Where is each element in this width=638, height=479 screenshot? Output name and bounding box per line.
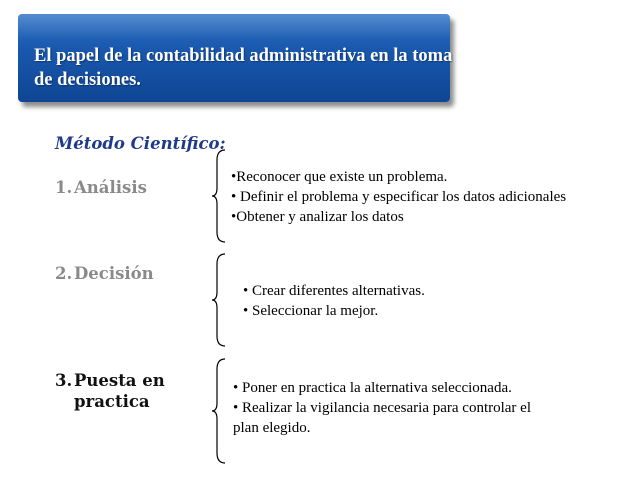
method-heading: Método Científico: <box>55 134 226 153</box>
bullets-puesta-en-practica <box>233 378 531 438</box>
step-number: 1. <box>55 178 73 197</box>
step-number: 2. <box>55 264 73 283</box>
step-decision <box>55 263 154 284</box>
bullets-analisis <box>231 167 566 227</box>
bullet-item: • Seleccionar la mejor. <box>243 303 379 319</box>
step-label: Análisis <box>74 178 147 197</box>
brace-analisis <box>210 148 228 244</box>
bullets-decision <box>243 281 425 321</box>
bullet-item: •Reconocer que existe un problema. <box>231 169 448 185</box>
bullet-item: • Realizar la vigilancia necesaria para controlar el <box>233 400 532 416</box>
brace-puesta-en-practica <box>210 357 228 465</box>
step-puesta-en-practica <box>55 370 165 412</box>
step-number: 3. <box>55 371 73 390</box>
bullet-item: plan elegido. <box>233 420 311 436</box>
step-label: practica <box>74 392 150 411</box>
bullet-item: • Poner en practica la alternativa seleccionada. <box>233 380 512 396</box>
step-label: Decisión <box>74 264 154 283</box>
bullet-item: • Crear diferentes alternativas. <box>243 283 425 299</box>
bullet-item: • Definir el problema y especificar los datos adicionales <box>231 189 567 205</box>
slide-title: El papel de la contabilidad administrativa en la toma de decisiones. <box>34 46 453 90</box>
step-analisis <box>55 177 147 198</box>
bullet-item: •Obtener y analizar los datos <box>231 209 404 225</box>
brace-decision <box>210 252 228 348</box>
step-label: Puesta en <box>74 371 165 390</box>
